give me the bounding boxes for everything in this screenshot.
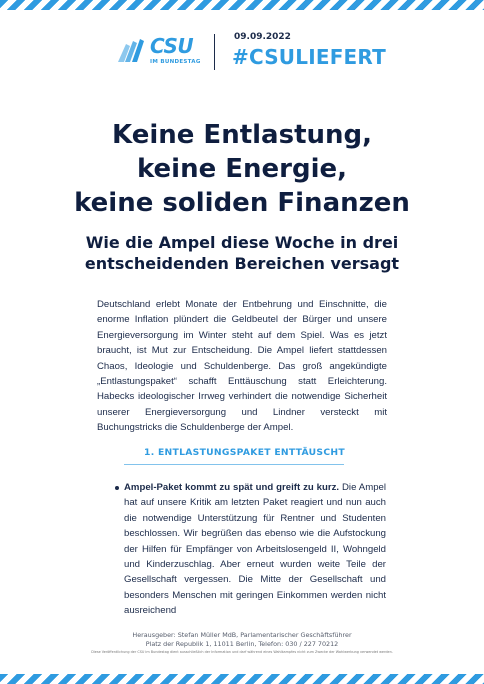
csu-logo-icon <box>116 38 146 64</box>
subtitle-line: entscheidenden Bereichen versagt <box>84 254 400 273</box>
subtitle-line: Wie die Ampel diese Woche in drei <box>85 233 399 252</box>
footer-address: Platz der Republik 1, 11011 Berlin, Telefon: 030 / 227 70212 <box>145 640 339 648</box>
header-divider <box>214 34 215 70</box>
top-stripe-border <box>0 0 484 10</box>
logo-subtitle: IM BUNDESTAG <box>150 59 201 65</box>
footer-publisher: Herausgeber: Stefan Müller MdB, Parlamentarischer Geschäftsführer <box>132 631 352 639</box>
title-line: Keine Entlastung, <box>112 120 372 150</box>
publication-date: 09.09.2022 <box>234 32 291 42</box>
title-line: keine soliden Finanzen <box>74 188 410 218</box>
bullet-lead: Ampel-Paket kommt zu spät und greift zu kurz. <box>124 482 340 493</box>
subtitle <box>0 232 484 274</box>
bullet-body: Die Ampel hat auf unsere Kritik am letzten Paket reagiert und nun auch die notwendige Unterstützung für Rentner und Studenten beschlossen. Wir begrüßen das ebenso wie die Aufstockung der Hilfen für Empfänger von Arbeitslosengeld II, Wohngeld und Kinderzuschlag. Aber erneut wurden weite Teile der Gesellschaft vergessen. Die Mitte der Gesellschaft und besonders Menschen mit geringen Einkommen werden nicht ausreichend <box>124 482 386 617</box>
footer-disclaimer: Diese Veröffentlichung der CSU im Bundestag dient ausschließlich der Information und darf während eines Wahlkampfes nicht zum Zwecke der Wahlwerbung verwendet werden. <box>91 650 393 654</box>
section-heading: 1. ENTLASTUNGSPAKET ENTTÄUSCHT <box>144 447 345 458</box>
title-line: keine Energie, <box>136 154 348 184</box>
footer <box>0 631 484 649</box>
bullet-icon <box>115 486 119 490</box>
page-title <box>0 118 484 220</box>
intro-paragraph: Deutschland erlebt Monate der Entbehrung und Einschnitte, die enorme Inflation plündert die Geldbeutel der Bürger und unsere Energieversorgung im Winter steht auf dem Spiel. Was es jetzt braucht, ist Mut zur Entscheidung. Die Ampel liefert stattdessen Chaos, Ideologie und Schuldenberge. Das groß angekündigte „Entlastungspaket“ schafft Enttäuschung statt Erleichterung. Habecks ideologischer Irrweg verhindert die notwendige Sicherheit unserer Energieversorgung und Lindner versteckt mit Buchungstricks die Schuldenberge der Ampel. <box>97 299 387 434</box>
bottom-stripe-border <box>0 674 484 684</box>
hashtag: #CSULIEFERT <box>232 45 386 69</box>
bullet-paragraph <box>124 480 386 619</box>
logo-text: CSU <box>150 34 194 58</box>
header <box>116 30 416 72</box>
section-underline <box>124 464 344 465</box>
